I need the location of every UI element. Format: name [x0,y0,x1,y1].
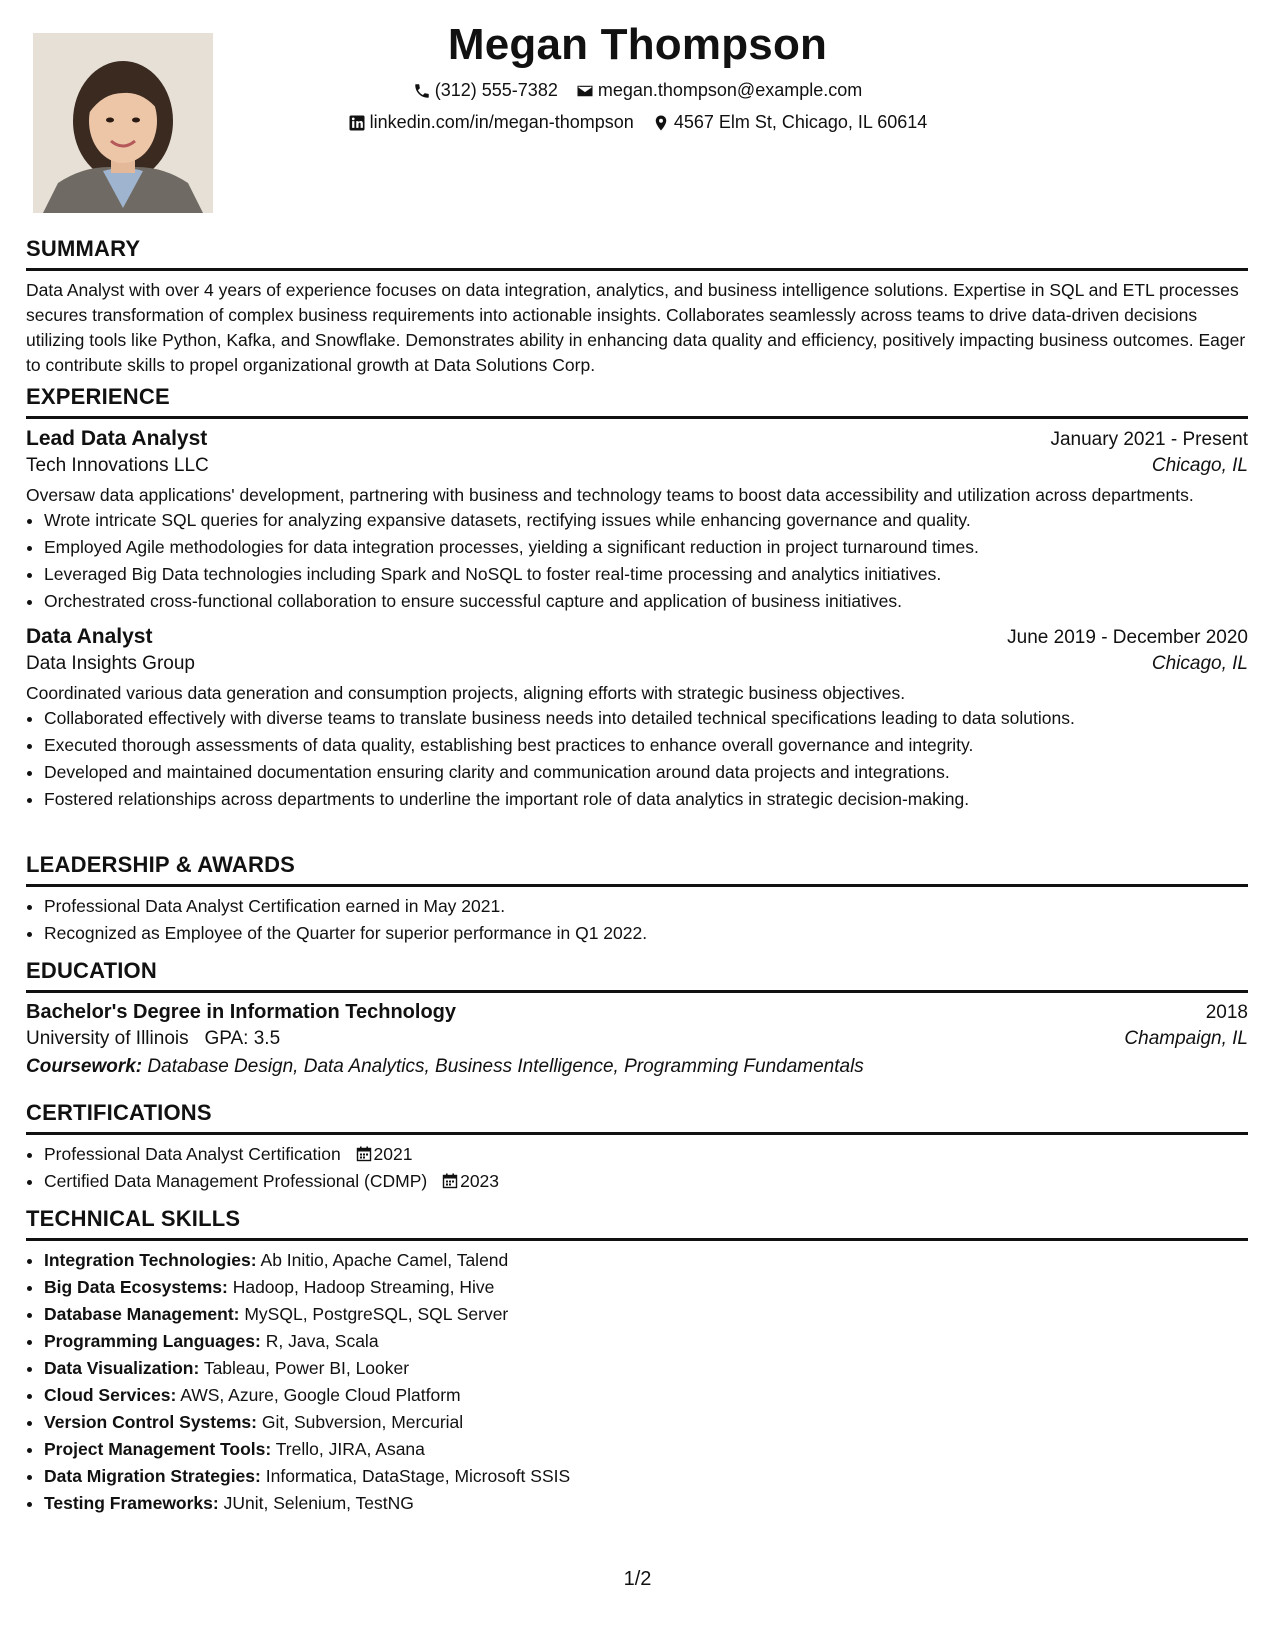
job-description: Oversaw data applications' development, partnering with business and technology teams to boost data accessibility and utilization across departments. [26,485,1194,505]
job-title: Data Analyst [26,625,153,648]
education-section [26,958,1248,1078]
skills-list [26,1247,1248,1517]
list-item [44,1436,1248,1463]
skill-category: Integration Technologies: [44,1250,257,1270]
list-item [44,1355,1248,1382]
list-item [44,1141,1248,1168]
section-title: EXPERIENCE [26,384,1248,419]
coursework-label: Coursework: [26,1056,143,1077]
awards-list [26,893,1248,947]
contact-row-secondary [0,112,1275,133]
certification-year: 2021 [373,1144,413,1164]
job-entry [26,625,1248,813]
candidate-name: Megan Thompson [447,20,828,69]
email-contact[interactable] [576,80,862,101]
job-dates: January 2021 - Present [1050,429,1248,450]
list-item: • Recognized as Employee of the Quarter for superior performance in Q1 2022. [44,920,1248,947]
contact-row-primary [0,80,1275,101]
list-item: • Professional Data Analyst Certification earned in May 2021. [44,893,1248,920]
calendar-icon [356,1146,372,1162]
list-item: • Orchestrated cross-functional collaboration to ensure successful capture and application of business initiatives. [44,588,1248,615]
section-title: TECHNICAL SKILLS [26,1206,1248,1241]
job-bullets [26,507,1248,615]
linkedin-url: linkedin.com/in/megan-thompson [369,112,634,132]
list-item: • Employed Agile methodologies for data integration processes, yielding a significant reduction in project turnaround times. [44,534,1248,561]
phone-number: (312) 555-7382 [434,80,558,100]
list-item: • Fostered relationships across departments to underline the important role of data analytics in strategic decision-making. [44,786,1248,813]
phone-icon [413,82,431,100]
job-location: Chicago, IL [1151,653,1248,674]
certifications-section [26,1100,1248,1195]
experience-section [26,384,1248,813]
list-item [44,1490,1248,1517]
skill-values: Hadoop, Hadoop Streaming, Hive [232,1277,495,1297]
certification-name: Professional Data Analyst Certification [44,1144,341,1164]
job-dates: June 2019 - December 2020 [1007,627,1248,648]
list-item [44,1328,1248,1355]
list-item: • Executed thorough assessments of data quality, establishing best practices to enhance overall governance and integrity. [44,732,1248,759]
list-item: • Developed and maintained documentation ensuring clarity and communication around data projects and integrations. [44,759,1248,786]
list-item: • Wrote intricate SQL queries for analyzing expansive datasets, rectifying issues while enhancing governance and quality. [44,507,1248,534]
list-item [44,1382,1248,1409]
skill-category: Project Management Tools: [44,1439,272,1459]
certification-name: Certified Data Management Professional (CDMP) [44,1171,428,1191]
job-title: Lead Data Analyst [26,427,208,450]
skill-values: R, Java, Scala [265,1331,379,1351]
coursework [26,1056,1248,1078]
company-name: Data Insights Group [26,653,195,674]
school-name: University of Illinois [26,1028,189,1049]
list-item [44,1301,1248,1328]
list-item: • Collaborated effectively with diverse teams to translate business needs into detailed technical specifications leading to data solutions. [44,705,1248,732]
job-location: Chicago, IL [1151,455,1248,476]
skill-category: Version Control Systems: [44,1412,257,1432]
certification-year: 2023 [460,1171,500,1191]
skill-category: Data Visualization: [44,1358,200,1378]
certifications-list [26,1141,1248,1195]
school-location: Champaign, IL [1124,1028,1248,1049]
leadership-section [26,852,1248,947]
calendar-icon [442,1173,458,1189]
job-bullets [26,705,1248,813]
job-description: Coordinated various data generation and consumption projects, aligning efforts with strategic business objectives. [26,683,906,703]
address-contact [652,112,928,133]
graduation-year: 2018 [1205,1002,1248,1023]
skill-category: Testing Frameworks: [44,1493,219,1513]
section-title: LEADERSHIP & AWARDS [26,852,1248,887]
skill-values: Trello, JIRA, Asana [275,1439,425,1459]
skill-values: JUnit, Selenium, TestNG [223,1493,414,1513]
page-number: 1/2 [623,1568,652,1590]
list-item [44,1409,1248,1436]
summary-section [26,236,1248,378]
skill-category: Database Management: [44,1304,240,1324]
coursework-list: Database Design, Data Analytics, Business Intelligence, Programming Fundamentals [147,1056,864,1077]
list-item [44,1168,1248,1195]
skill-values: Informatica, DataStage, Microsoft SSIS [265,1466,571,1486]
skill-values: Ab Initio, Apache Camel, Talend [260,1250,509,1270]
skill-category: Cloud Services: [44,1385,177,1405]
skill-category: Data Migration Strategies: [44,1466,261,1486]
summary-text: Data Analyst with over 4 years of experience focuses on data integration, analytics, and business intelligence solutions. Expertise in SQL and ETL processes secures transformation of complex business requirements into actionable insights. Collaborates seamlessly across teams to drive data-driven decisions utilizing tools like Python, Kafka, and Snowflake. Demonstrates ability in enhancing data quality and efficiency, positively impacting business outcomes. Eager to contribute skills to propel organizational growth at Data Solutions Corp. [26,280,1246,375]
linkedin-contact[interactable] [348,112,634,133]
skills-section [26,1206,1248,1517]
list-item [44,1247,1248,1274]
skill-values: MySQL, PostgreSQL, SQL Server [244,1304,509,1324]
school-line [26,1028,280,1050]
section-title: EDUCATION [26,958,1248,993]
linkedin-icon [348,114,366,132]
map-pin-icon [652,114,670,132]
envelope-icon [576,82,594,100]
skill-category: Programming Languages: [44,1331,261,1351]
list-item [44,1463,1248,1490]
street-address: 4567 Elm St, Chicago, IL 60614 [673,112,928,132]
skill-category: Big Data Ecosystems: [44,1277,228,1297]
degree-title: Bachelor's Degree in Information Technology [26,1001,457,1023]
skill-values: Tableau, Power BI, Looker [203,1358,410,1378]
skill-values: AWS, Azure, Google Cloud Platform [180,1385,461,1405]
list-item [44,1274,1248,1301]
list-item: • Leveraged Big Data technologies including Spark and NoSQL to foster real-time processing and analytics initiatives. [44,561,1248,588]
phone-contact[interactable] [413,80,558,101]
email-address: megan.thompson@example.com [597,80,863,100]
gpa: GPA: 3.5 [204,1028,281,1049]
section-title: CERTIFICATIONS [26,1100,1248,1135]
skill-values: Git, Subversion, Mercurial [261,1412,464,1432]
company-name: Tech Innovations LLC [26,455,209,476]
job-entry [26,427,1248,615]
section-title: SUMMARY [26,236,1248,271]
